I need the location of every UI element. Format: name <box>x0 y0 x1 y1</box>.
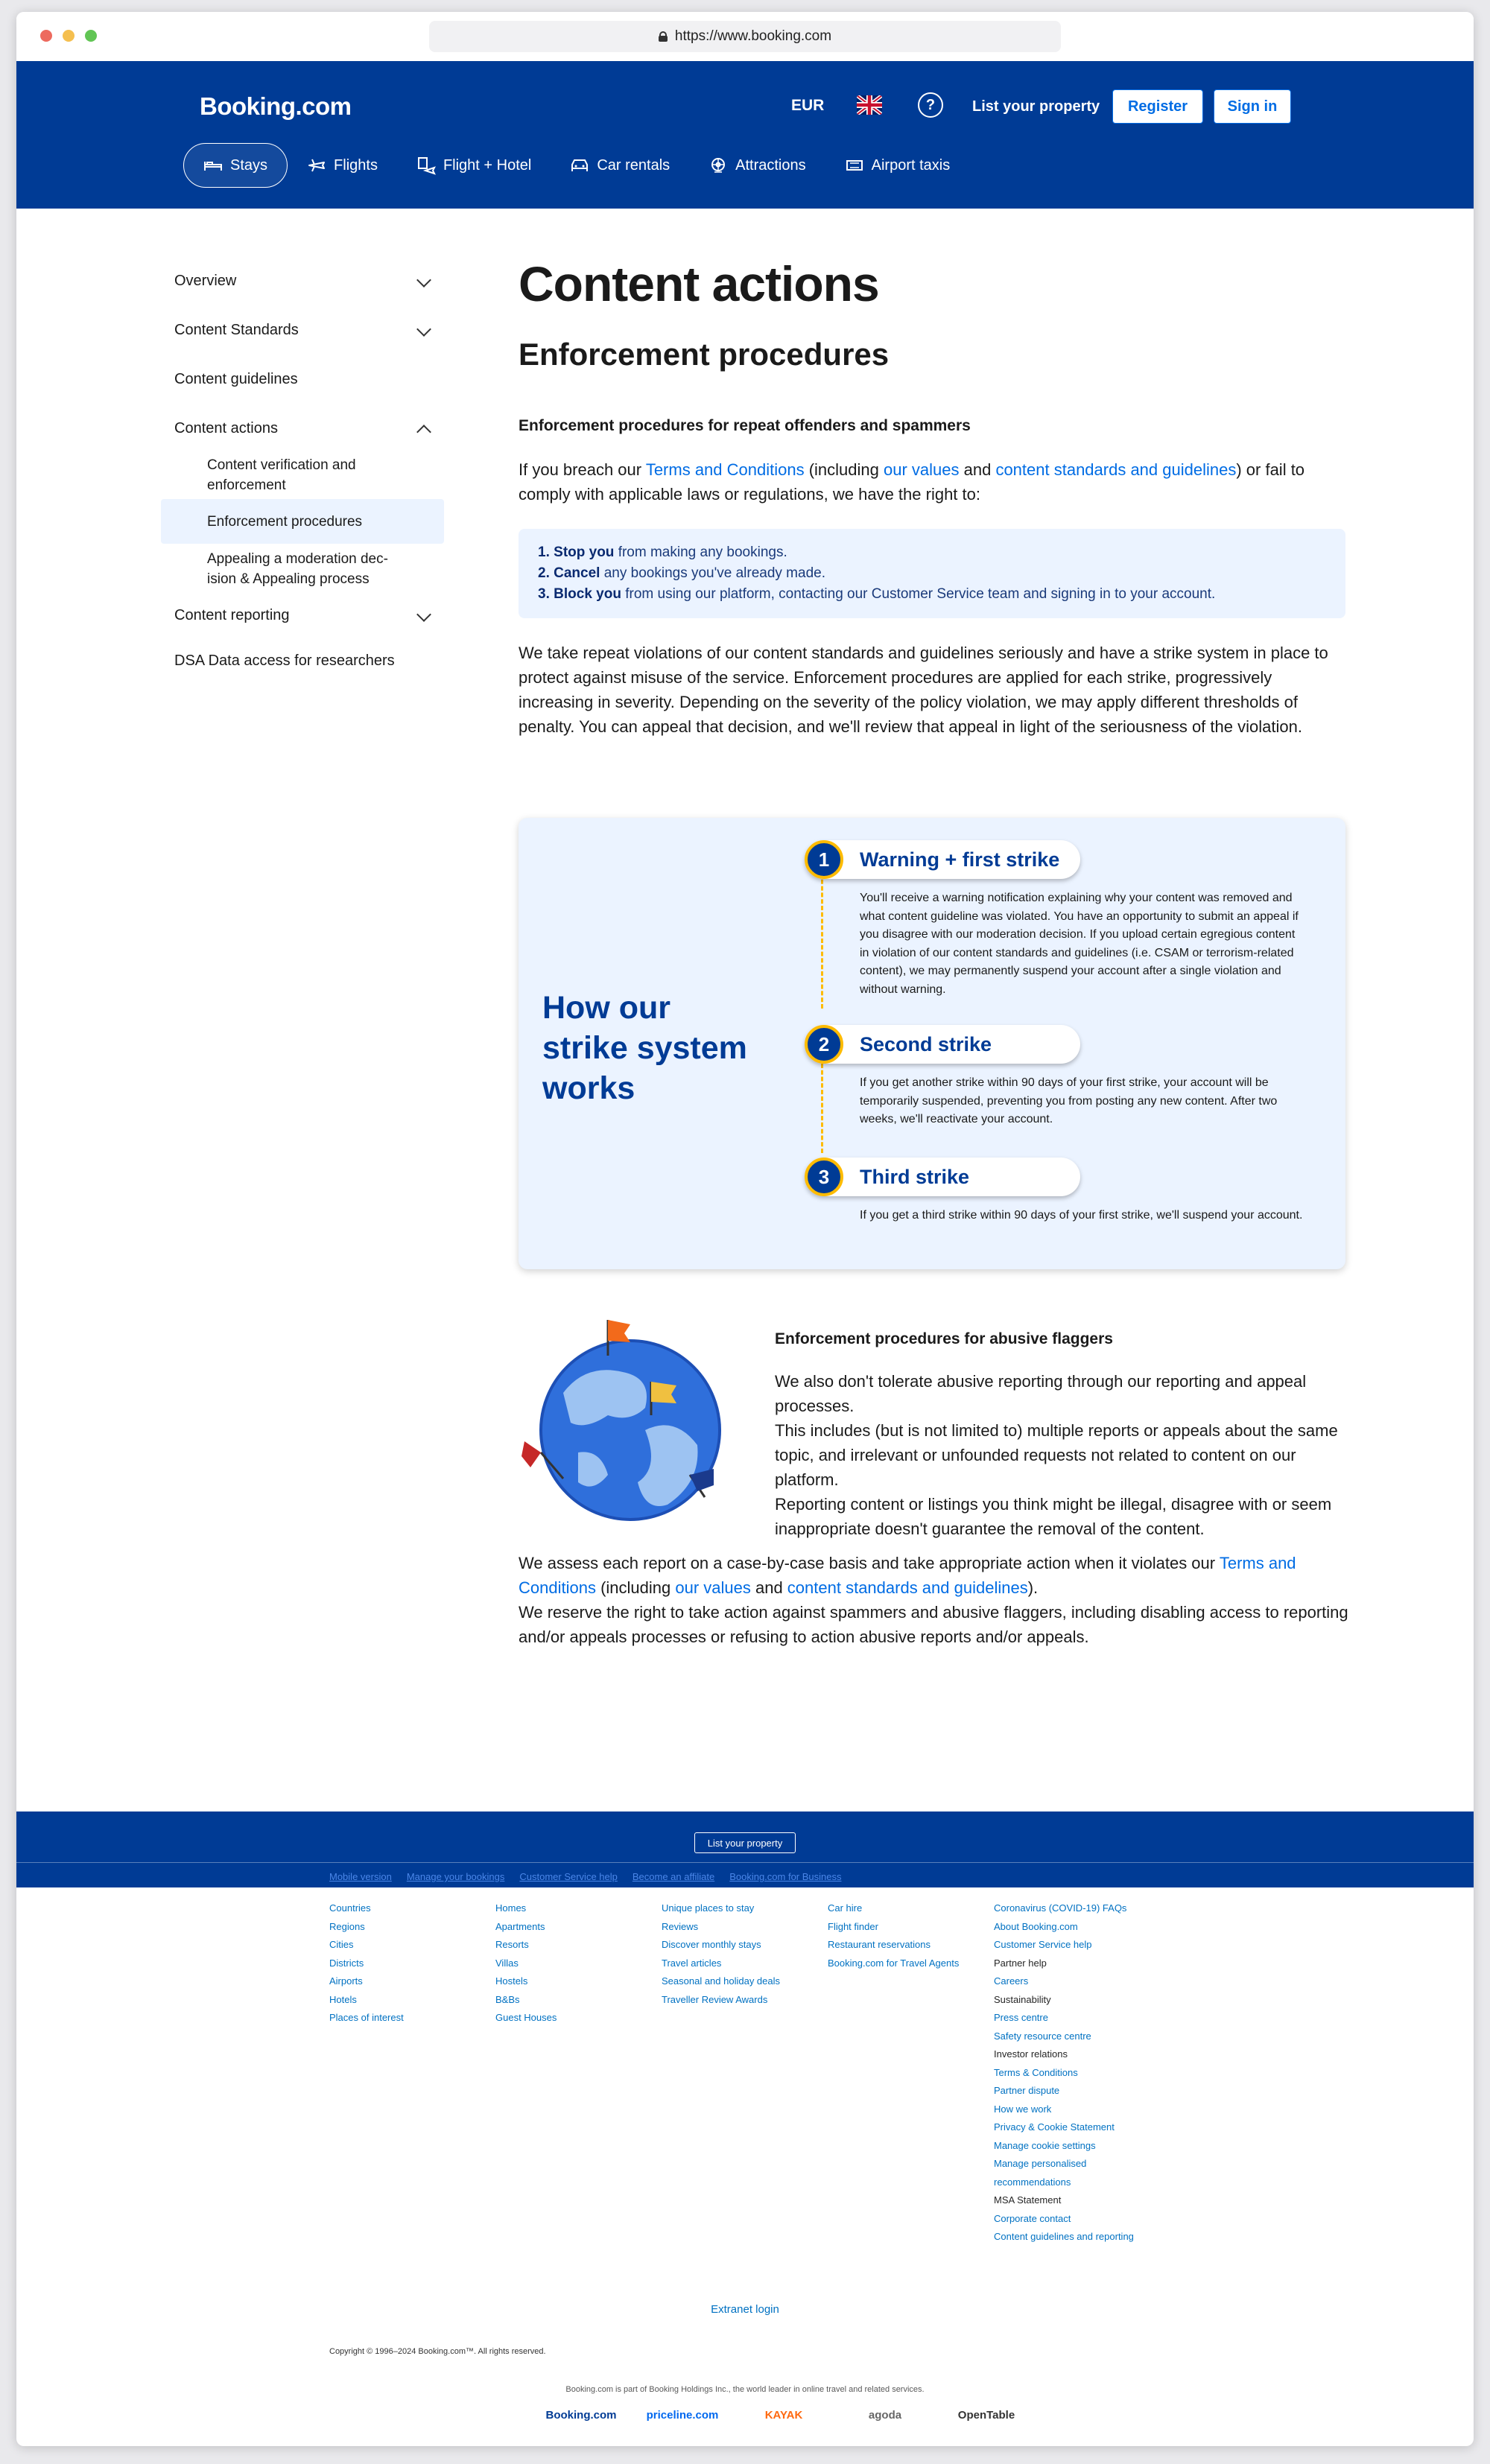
item-number: 1. <box>538 544 550 560</box>
text: We assess each report on a case-by-case basis and take appropriate action when it violates our <box>519 1554 1220 1572</box>
sidebar-subitem-label: Appealing a moderation dec- <box>207 551 388 567</box>
step-label: Third strike <box>860 1165 970 1188</box>
repeat-offenders-heading: Enforcement procedures for repeat offenders and spammers <box>519 417 971 434</box>
currency-selector[interactable]: EUR <box>791 97 825 114</box>
content-standards-link[interactable]: content standards and guidelines <box>787 1578 1028 1597</box>
our-values-link[interactable]: our values <box>883 460 960 479</box>
footer-link[interactable]: Restaurant reservations <box>828 1939 931 1950</box>
sidebar-item-overview[interactable] <box>161 256 444 305</box>
flight-hotel-icon <box>416 156 436 175</box>
sidebar-item-content-actions[interactable] <box>161 404 444 453</box>
sidebar-subitem-appealing[interactable] <box>161 544 444 594</box>
chevron-down-icon <box>416 273 431 288</box>
content-standards-link[interactable]: content standards and guidelines <box>995 460 1237 479</box>
strike-intro-paragraph: We take repeat violations of our content standards and guidelines seriously and have a strike system in place to protect against misuse of the service. Enforcement procedures are applied for each strike, progressively increasing in severity. Depending on the severity of the policy violation, we may apply different thresholds of penalty. You can appeal that decision, and we'll review that appeal in light of the seriousness of the violation. <box>519 644 1328 736</box>
footer-column <box>495 1899 662 2247</box>
extranet-login-link[interactable]: Extranet login <box>711 2303 779 2316</box>
sidebar-subitem-label: Enforcement procedures <box>207 513 363 530</box>
footer-link[interactable]: Flight finder <box>828 1920 878 1932</box>
footer-link-business[interactable]: Booking.com for Business <box>729 1871 842 1882</box>
sidebar-item-label: Content Standards <box>174 321 299 338</box>
brand-logos <box>530 2409 1037 2422</box>
footer-link-customer-service[interactable]: Customer Service help <box>519 1871 618 1882</box>
close-window-button[interactable] <box>40 30 52 42</box>
footer-link[interactable]: Regions <box>329 1920 365 1932</box>
footer-link[interactable]: Resorts <box>495 1939 529 1950</box>
attractions-icon <box>708 156 728 175</box>
browser-chrome <box>16 12 1474 61</box>
site-header <box>16 61 1474 209</box>
title-line: strike system <box>542 1030 747 1066</box>
tab-label: Stays <box>230 156 268 174</box>
tab-label: Flights <box>334 156 378 174</box>
chevron-up-icon <box>416 425 431 439</box>
footer-list-property-button[interactable]: List your property <box>694 1832 796 1853</box>
register-button[interactable]: Register <box>1112 89 1203 124</box>
footer-column <box>828 1899 994 2247</box>
chevron-down-icon <box>416 607 431 622</box>
list-item <box>538 563 1326 584</box>
text: and <box>750 1578 787 1597</box>
help-icon[interactable]: ? <box>918 92 943 118</box>
footer-link[interactable]: About Booking.com <box>994 1920 1078 1932</box>
footer-link[interactable]: Manage personalised <box>994 2158 1087 2169</box>
item-bold: Block you <box>554 586 621 602</box>
sidebar-subitem-enforcement[interactable] <box>161 499 444 544</box>
footer-link[interactable]: How we work <box>994 2103 1052 2115</box>
list-property-link[interactable]: List your property <box>972 98 1100 115</box>
footer-link[interactable]: Seasonal and holiday deals <box>662 1975 781 1987</box>
brand-logo-booking[interactable]: Booking.com <box>545 2409 617 2422</box>
footer-link[interactable]: Reviews <box>662 1920 699 1932</box>
abusive-flaggers-section <box>775 1330 1363 1541</box>
footer-link[interactable]: MSA Statement <box>994 2194 1062 2206</box>
footer-link[interactable]: Homes <box>495 1902 527 1914</box>
sidebar-nav <box>161 256 444 685</box>
terms-link[interactable]: Terms and Conditions <box>645 460 805 479</box>
section-title: Enforcement procedures <box>519 337 890 372</box>
footer-column <box>329 1899 495 2247</box>
step-pill-1 <box>805 840 1080 879</box>
tab-label: Attractions <box>735 156 806 174</box>
footer-link[interactable]: Content guidelines and reporting <box>994 2231 1134 2242</box>
step-number-badge: 1 <box>805 840 843 879</box>
footer-link[interactable]: Partner help <box>994 1957 1047 1969</box>
sidebar-item-content-standards[interactable] <box>161 305 444 355</box>
footer-link[interactable]: Traveller Review Awards <box>662 1993 768 2005</box>
sidebar-subitem-verification[interactable] <box>161 453 444 498</box>
text: ). <box>1027 1578 1039 1597</box>
footer-link[interactable]: Careers <box>994 1975 1029 1987</box>
item-number: 2. <box>538 565 550 581</box>
rights-callout <box>519 529 1345 618</box>
footer-link[interactable]: Districts <box>329 1957 364 1969</box>
footer-link[interactable]: Discover monthly stays <box>662 1939 761 1950</box>
sidebar-item-label: DSA Data access for researchers <box>174 652 395 669</box>
tab-airport-taxis[interactable] <box>825 143 970 188</box>
footer-link[interactable]: Sustainability <box>994 1993 1051 2005</box>
footer-top-links <box>329 1871 842 1882</box>
intro-paragraph <box>519 457 1345 507</box>
footer-column <box>994 1899 1173 2247</box>
title-line: works <box>542 1070 635 1106</box>
footer-link[interactable]: Villas <box>495 1957 519 1969</box>
chevron-down-icon <box>416 322 431 337</box>
step-number-badge: 2 <box>805 1025 843 1064</box>
footer-link-mobile[interactable]: Mobile version <box>329 1871 392 1882</box>
item-text: any bookings you've already made. <box>600 565 825 581</box>
sidebar-item-label: Overview <box>174 272 237 289</box>
step-pill-3 <box>805 1158 1080 1196</box>
maximize-window-button[interactable] <box>85 30 97 42</box>
sidebar-subitem-label: Content verification and <box>207 457 356 473</box>
footer-band <box>16 1812 1474 1887</box>
footer-link[interactable]: Terms & Conditions <box>994 2066 1078 2078</box>
bed-icon <box>203 156 223 175</box>
step-description: If you get a third strike within 90 days of your first strike, we'll suspend your account. <box>860 1209 1303 1222</box>
item-text: from making any bookings. <box>614 544 787 560</box>
step-description: If you get another strike within 90 days of your first strike, your account will be temporarily suspended, preventing you from posting any new content. After two weeks, we'll reactivate your account. <box>860 1076 1278 1125</box>
text: If you breach our <box>519 460 646 479</box>
title-line: How our <box>542 990 670 1026</box>
footer-link[interactable]: Press centre <box>994 2012 1048 2023</box>
footer-link[interactable]: Customer Service help <box>994 1939 1092 1950</box>
reserve-paragraph: We reserve the right to take action against spammers and abusive flaggers, including disabling access to reporting and/or appeals processes or refusing to action abusive reports and/or appeals. <box>519 1603 1348 1646</box>
sidebar-item-label: Content reporting <box>174 606 290 623</box>
footer-link[interactable]: recommendations <box>994 2176 1071 2188</box>
footer-link[interactable]: Unique places to stay <box>662 1902 755 1914</box>
page-title: Content actions <box>519 256 879 311</box>
flaggers-paragraph: Reporting content or listings you think might be illegal, disagree with or seem inappropriate doesn't guarantee the removal of the content. <box>775 1495 1332 1538</box>
step-label: Warning + first strike <box>860 848 1060 871</box>
footer-link[interactable]: Places of interest <box>329 2012 404 2023</box>
footer-link[interactable]: Hotels <box>329 1993 357 2005</box>
timeline-connector <box>821 873 823 1009</box>
brand-logo-opentable[interactable]: OpenTable <box>957 2409 1015 2422</box>
list-item <box>538 584 1326 605</box>
footer-column <box>662 1899 828 2247</box>
footer-link[interactable]: Apartments <box>495 1920 545 1932</box>
footer-columns <box>329 1899 1173 2247</box>
list-item <box>538 542 1326 563</box>
booking-logo[interactable]: Booking.com <box>200 92 352 120</box>
car-icon <box>570 156 589 175</box>
footer-link[interactable]: Manage cookie settings <box>994 2139 1096 2151</box>
tab-label: Airport taxis <box>871 156 951 174</box>
flaggers-paragraph: This includes (but is not limited to) multiple reports or appeals about the same topic, and irrelevant or unfounded requests not related to content on our platform. <box>775 1421 1338 1489</box>
flaggers-paragraph: We also don't tolerate abusive reporting through our reporting and appeal processes. <box>775 1372 1307 1415</box>
text: (including <box>804 460 884 479</box>
uk-flag-icon[interactable] <box>857 95 882 115</box>
item-number: 3. <box>538 586 550 602</box>
browser-window <box>16 12 1474 2446</box>
tab-stays[interactable] <box>183 143 288 188</box>
sidebar-subitem-label: ision & Appealing process <box>207 571 370 587</box>
footer-link-manage-bookings[interactable]: Manage your bookings <box>406 1871 505 1882</box>
sidebar-item-label: Content actions <box>174 419 278 436</box>
footer-link[interactable]: Coronavirus (COVID-19) FAQs <box>994 1902 1127 1914</box>
timeline-connector <box>821 1064 823 1153</box>
item-bold: Cancel <box>554 565 600 581</box>
footer-link[interactable]: Car hire <box>828 1902 863 1914</box>
lock-icon <box>659 31 668 42</box>
globe-flags-illustration <box>519 1304 735 1527</box>
tab-flight-hotel[interactable] <box>397 143 551 188</box>
footer-link[interactable]: Privacy & Cookie Statement <box>994 2121 1115 2133</box>
taxi-icon <box>845 156 864 175</box>
brand-logo-priceline[interactable]: priceline.com <box>646 2409 719 2422</box>
assess-paragraph <box>519 1551 1360 1600</box>
footer-link[interactable]: Safety resource centre <box>994 2030 1091 2042</box>
footer-link[interactable]: Hostels <box>495 1975 528 1987</box>
text: (including <box>595 1578 676 1597</box>
sidebar-item-dsa[interactable] <box>161 636 444 685</box>
step-pill-2 <box>805 1025 1080 1064</box>
terms-link[interactable]: Terms and Conditions <box>519 1554 1296 1597</box>
divider <box>16 1862 1474 1863</box>
footer-link[interactable]: Countries <box>329 1902 371 1914</box>
footer-link-affiliate[interactable]: Become an affiliate <box>632 1871 715 1882</box>
footer-link[interactable]: Travel articles <box>662 1957 722 1969</box>
holdings-text: Booking.com is part of Booking Holdings Inc., the world leader in online travel and related services. <box>565 2385 925 2394</box>
footer-link[interactable]: Corporate contact <box>994 2212 1071 2224</box>
text: ) or fail to comply with applicable laws or regulations, we have the right to: <box>519 460 1305 504</box>
item-text: from using our platform, contacting our Customer Service team and signing in to your account. <box>621 586 1216 602</box>
footer-link[interactable]: Partner dispute <box>994 2085 1060 2096</box>
address-bar[interactable] <box>429 21 1061 52</box>
main-content <box>519 255 1353 739</box>
tab-label: Car rentals <box>597 156 670 174</box>
rights-list <box>538 542 1326 605</box>
sign-in-button[interactable]: Sign in <box>1214 89 1291 124</box>
tab-flights[interactable] <box>288 143 397 188</box>
plane-icon <box>307 156 326 175</box>
url-text: https://www.booking.com <box>674 28 832 44</box>
footer-link[interactable]: Investor relations <box>994 2048 1068 2060</box>
tab-label: Flight + Hotel <box>443 156 532 174</box>
brand-logo-kayak[interactable]: KAYAK <box>764 2409 803 2422</box>
footer-link[interactable]: Airports <box>329 1975 363 1987</box>
strike-system-title <box>542 988 788 1108</box>
strike-system-panel <box>519 818 1345 1269</box>
text: and <box>959 460 996 479</box>
step-number-badge: 3 <box>805 1158 843 1196</box>
sidebar-item-label: Content guidelines <box>174 370 298 387</box>
assessment-section <box>519 1551 1360 1649</box>
sidebar-item-content-guidelines[interactable] <box>161 355 444 404</box>
footer-link[interactable]: B&Bs <box>495 1993 520 2005</box>
product-nav <box>183 143 969 188</box>
our-values-link[interactable]: our values <box>675 1578 751 1597</box>
brand-logo-agoda[interactable]: agoda <box>868 2409 902 2422</box>
step-description: You'll receive a warning notification explaining why your content was removed and what content guideline was violated. You have an opportunity to submit an appeal if you disagree with our moderation decision. If you upload certain egregious content in violation of our content standards and guidelines (i.e. CSAM or terrorism-related content), we may permanently suspend your account after a single violation and without warning. <box>860 892 1299 996</box>
footer-link[interactable]: Guest Houses <box>495 2012 557 2023</box>
footer-link[interactable]: Booking.com for Travel Agents <box>828 1957 960 1969</box>
minimize-window-button[interactable] <box>63 30 74 42</box>
sidebar-item-content-reporting[interactable] <box>161 594 444 636</box>
step-label: Second strike <box>860 1032 992 1055</box>
item-bold: Stop you <box>554 544 615 560</box>
sidebar-subitem-label: enforcement <box>207 477 286 493</box>
abusive-flaggers-heading: Enforcement procedures for abusive flaggers <box>775 1330 1113 1347</box>
tab-car-rentals[interactable] <box>551 143 689 188</box>
copyright-text: Copyright © 1996–2024 Booking.com™. All rights reserved. <box>329 2347 546 2356</box>
tab-attractions[interactable] <box>689 143 825 188</box>
footer-link[interactable]: Cities <box>329 1939 354 1950</box>
